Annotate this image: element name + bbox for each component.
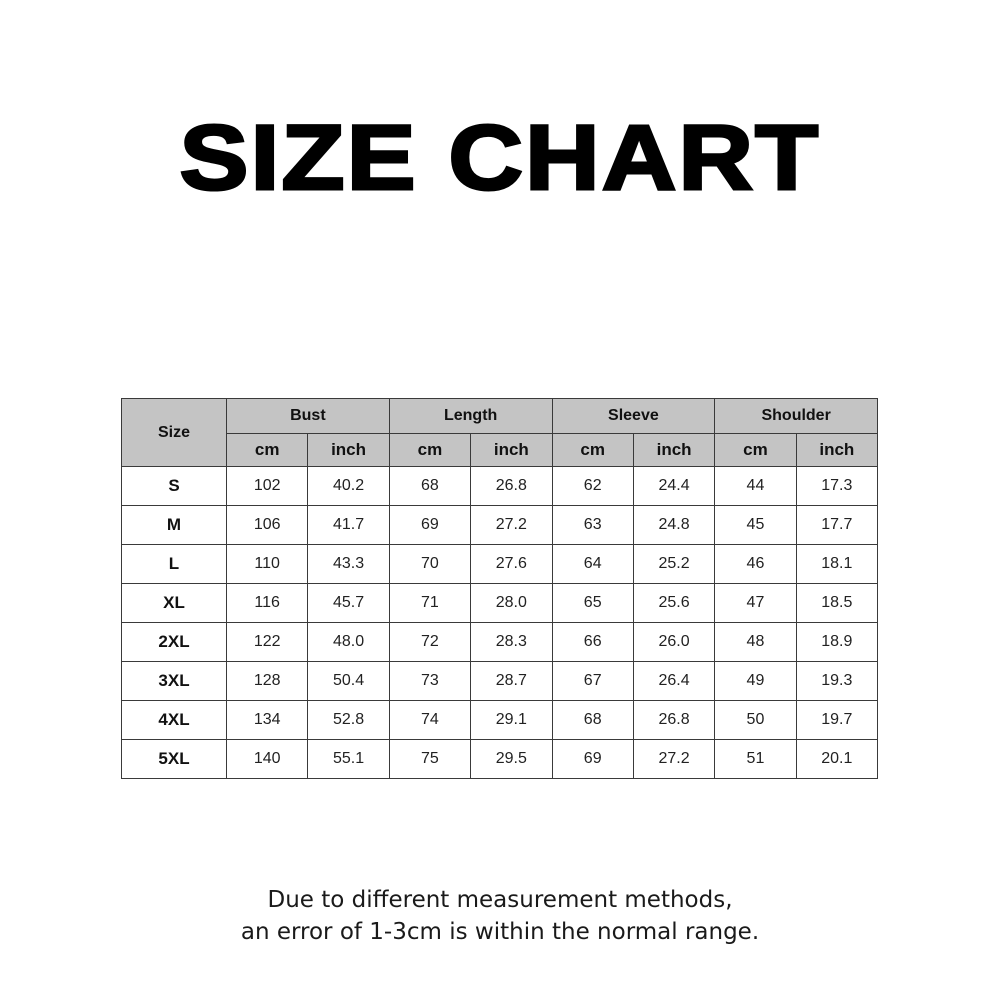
measurement-cell: 45 [715, 506, 796, 545]
measurement-cell: 48 [715, 623, 796, 662]
table-body [122, 467, 878, 779]
measurement-cell: 66 [552, 623, 633, 662]
measurement-cell: 69 [552, 740, 633, 779]
unit-header: cm [227, 434, 308, 467]
measurement-cell: 106 [227, 506, 308, 545]
measurement-cell: 49 [715, 662, 796, 701]
measurement-cell: 28.3 [471, 623, 552, 662]
measurement-cell: 20.1 [796, 740, 877, 779]
measurement-cell: 27.2 [633, 740, 714, 779]
measurement-cell: 72 [389, 623, 470, 662]
measurement-cell: 40.2 [308, 467, 389, 506]
measurement-cell: 25.6 [633, 584, 714, 623]
unit-header: cm [389, 434, 470, 467]
size-label-cell: XL [122, 584, 227, 623]
measurement-cell: 50.4 [308, 662, 389, 701]
table-row [122, 623, 878, 662]
unit-header: inch [308, 434, 389, 467]
measurement-cell: 50 [715, 701, 796, 740]
table-header-unit-row [122, 434, 878, 467]
measurement-cell: 19.7 [796, 701, 877, 740]
measurement-cell: 65 [552, 584, 633, 623]
table-row [122, 662, 878, 701]
measurement-cell: 26.4 [633, 662, 714, 701]
table-header-group-row [122, 399, 878, 434]
measurement-cell: 47 [715, 584, 796, 623]
size-label-cell: 4XL [122, 701, 227, 740]
measurement-cell: 62 [552, 467, 633, 506]
measurement-cell: 43.3 [308, 545, 389, 584]
measurement-cell: 122 [227, 623, 308, 662]
bust-group-header: Bust [227, 399, 390, 434]
measurement-cell: 51 [715, 740, 796, 779]
measurement-cell: 44 [715, 467, 796, 506]
measurement-cell: 67 [552, 662, 633, 701]
measurement-cell: 71 [389, 584, 470, 623]
measurement-cell: 29.1 [471, 701, 552, 740]
measurement-note [0, 884, 1000, 948]
size-column-header: Size [122, 399, 227, 467]
size-chart-table [121, 398, 878, 779]
measurement-cell: 52.8 [308, 701, 389, 740]
measurement-cell: 134 [227, 701, 308, 740]
table-row [122, 467, 878, 506]
measurement-cell: 68 [552, 701, 633, 740]
unit-header: cm [715, 434, 796, 467]
size-label-cell: 5XL [122, 740, 227, 779]
measurement-cell: 74 [389, 701, 470, 740]
table-row [122, 584, 878, 623]
unit-header: inch [633, 434, 714, 467]
sleeve-group-header: Sleeve [552, 399, 715, 434]
unit-header: inch [471, 434, 552, 467]
table-row [122, 701, 878, 740]
size-label-cell: M [122, 506, 227, 545]
measurement-cell: 17.7 [796, 506, 877, 545]
measurement-cell: 69 [389, 506, 470, 545]
shoulder-group-header: Shoulder [715, 399, 878, 434]
measurement-cell: 27.2 [471, 506, 552, 545]
page-title: SIZE CHART [179, 107, 821, 209]
measurement-cell: 128 [227, 662, 308, 701]
measurement-cell: 25.2 [633, 545, 714, 584]
measurement-cell: 140 [227, 740, 308, 779]
unit-header: inch [796, 434, 877, 467]
measurement-cell: 24.8 [633, 506, 714, 545]
note-line-2: an error of 1-3cm is within the normal range. [240, 919, 760, 945]
measurement-cell: 73 [389, 662, 470, 701]
measurement-cell: 41.7 [308, 506, 389, 545]
measurement-cell: 18.1 [796, 545, 877, 584]
measurement-cell: 27.6 [471, 545, 552, 584]
measurement-cell: 28.7 [471, 662, 552, 701]
unit-header: cm [552, 434, 633, 467]
measurement-cell: 19.3 [796, 662, 877, 701]
measurement-cell: 24.4 [633, 467, 714, 506]
measurement-cell: 26.8 [471, 467, 552, 506]
measurement-cell: 29.5 [471, 740, 552, 779]
measurement-cell: 18.9 [796, 623, 877, 662]
measurement-cell: 63 [552, 506, 633, 545]
measurement-cell: 18.5 [796, 584, 877, 623]
note-line-1: Due to different measurement methods, [267, 887, 733, 913]
measurement-cell: 102 [227, 467, 308, 506]
measurement-cell: 26.0 [633, 623, 714, 662]
measurement-cell: 64 [552, 545, 633, 584]
measurement-cell: 70 [389, 545, 470, 584]
measurement-cell: 55.1 [308, 740, 389, 779]
measurement-cell: 26.8 [633, 701, 714, 740]
measurement-cell: 45.7 [308, 584, 389, 623]
length-group-header: Length [389, 399, 552, 434]
table-row [122, 545, 878, 584]
measurement-cell: 110 [227, 545, 308, 584]
measurement-cell: 46 [715, 545, 796, 584]
measurement-cell: 116 [227, 584, 308, 623]
measurement-cell: 48.0 [308, 623, 389, 662]
table-row [122, 740, 878, 779]
measurement-cell: 28.0 [471, 584, 552, 623]
size-label-cell: 3XL [122, 662, 227, 701]
measurement-cell: 68 [389, 467, 470, 506]
table-row [122, 506, 878, 545]
size-label-cell: L [122, 545, 227, 584]
measurement-cell: 17.3 [796, 467, 877, 506]
size-label-cell: 2XL [122, 623, 227, 662]
size-label-cell: S [122, 467, 227, 506]
measurement-cell: 75 [389, 740, 470, 779]
